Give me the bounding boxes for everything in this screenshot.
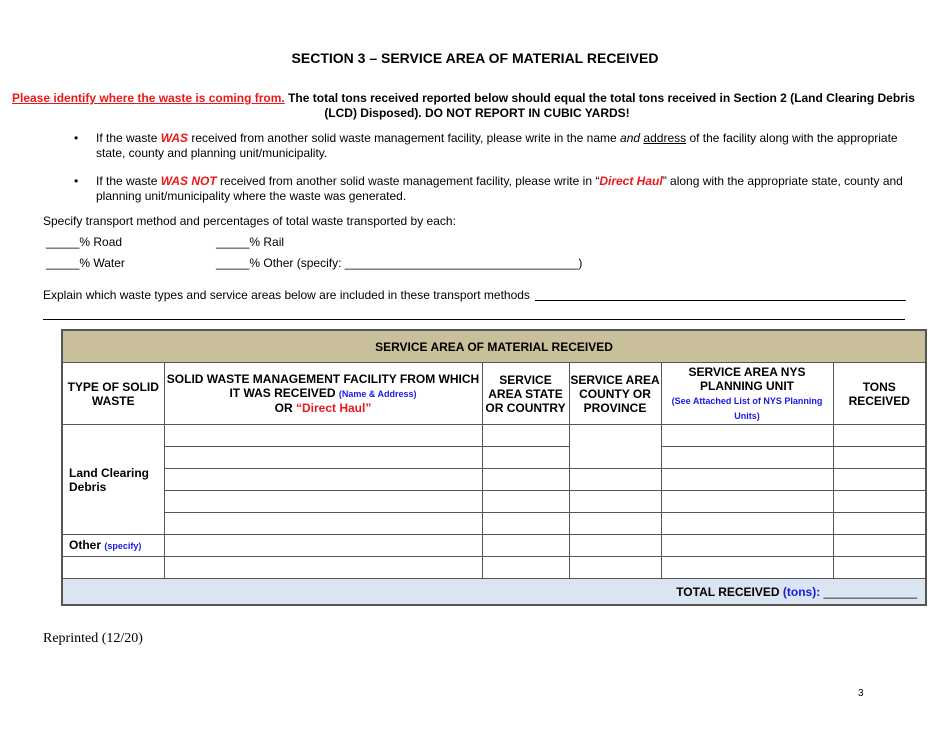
bullet-text: received from another solid waste management facility, please write in the name [188,131,621,145]
type-cell[interactable] [62,557,164,579]
planning-cell[interactable] [661,469,833,491]
col-header-county: SERVICE AREA COUNTY OR PROVINCE [569,363,661,425]
total-received-row [62,579,926,606]
other-label-cell [62,535,164,557]
table-row [62,535,926,557]
table-row [62,469,926,491]
facility-cell[interactable] [164,469,482,491]
total-unit: (tons): [782,584,821,599]
bullet-underlined: address [643,131,687,145]
state-cell[interactable] [482,491,569,513]
bullet-emphasis: WAS [160,131,189,145]
county-cell[interactable] [569,513,661,535]
bullet-direct-haul: Direct Haul [599,174,663,188]
tons-cell[interactable] [833,557,926,579]
table-row [62,491,926,513]
bullet-dot-icon: • [74,131,79,145]
facility-cell[interactable] [164,513,482,535]
col-header-type: TYPE OF SOLID WASTE [62,363,164,425]
tons-cell[interactable] [833,513,926,535]
page-number: 3 [858,688,864,699]
section-title: SECTION 3 – SERVICE AREA OF MATERIAL RECEIVED [291,50,659,66]
planning-cell[interactable] [661,535,833,557]
tons-cell[interactable] [833,425,926,447]
table-band-title: SERVICE AREA OF MATERIAL RECEIVED [62,330,926,363]
planning-cell[interactable] [661,513,833,535]
transport-prompt: Specify transport method and percentages of total waste transported by each: [43,214,456,228]
bullet-text: If the waste [96,131,161,145]
state-cell[interactable] [482,469,569,491]
state-cell[interactable] [482,535,569,557]
planning-cell[interactable] [661,425,833,447]
service-area-table [61,329,927,606]
transport-other-field[interactable]: _____% Other (specify: ___________________________________) [216,256,583,270]
county-cell[interactable] [569,535,661,557]
reprint-footer: Reprinted (12/20) [43,631,143,646]
bullet-emphasis: WAS NOT [160,174,217,188]
bullet-text: ” along with the appropriate state, county and planning unit/municipality where the waste was generated. [96,174,903,203]
facility-cell[interactable] [164,491,482,513]
tons-cell[interactable] [833,491,926,513]
transport-water-field[interactable]: _____% Water [46,256,125,270]
county-cell[interactable] [569,557,661,579]
planning-cell[interactable] [661,557,833,579]
facility-cell[interactable] [164,557,482,579]
table-row [62,447,926,469]
facility-header-or: OR [274,401,293,415]
transport-road-field[interactable]: _____% Road [46,235,123,249]
explain-line-2[interactable] [43,319,905,320]
bullet-text: of the facility along with the appropriate state, county and planning unit/municipality. [96,131,898,160]
col-header-planning [661,363,833,425]
other-label: Other [69,538,102,552]
total-input-line[interactable]: ______________ [823,584,917,599]
col-header-tons: TONS RECEIVED [833,363,926,425]
instructions [12,91,942,121]
bullet-text: If the waste [96,174,161,188]
bullet-dot-icon: • [74,174,79,188]
table-row [62,513,926,535]
facility-header-direct: “Direct Haul” [295,401,372,415]
bullet-italic: and [620,131,641,145]
county-cell[interactable] [569,425,661,469]
instructions-line1: The total tons received reported below should equal the total tons received in Section 2 (Land Clearing Debris [284,91,915,105]
facility-header-text: SOLID WASTE MANAGEMENT FACILITY FROM WHICH IT WAS RECEIVED [166,372,480,400]
other-note: (specify) [104,541,142,551]
facility-cell[interactable] [164,425,482,447]
planning-header-note: (See Attached List of NYS Planning Units) [671,395,823,421]
facility-cell[interactable] [164,535,482,557]
col-header-facility [164,363,482,425]
lcd-label: Land Clearing Debris [62,425,164,535]
explain-line-1[interactable] [535,300,906,301]
facility-header-note: (Name & Address) [338,389,417,399]
county-cell[interactable] [569,491,661,513]
col-header-state: SERVICE AREA STATE OR COUNTRY [482,363,569,425]
state-cell[interactable] [482,513,569,535]
explain-prompt: Explain which waste types and service areas below are included in these transport methods [43,288,530,302]
state-cell[interactable] [482,557,569,579]
tons-cell[interactable] [833,447,926,469]
tons-cell[interactable] [833,469,926,491]
table-row [62,425,926,447]
table-row [62,557,926,579]
planning-cell[interactable] [661,447,833,469]
planning-header-text: SERVICE AREA NYS PLANNING UNIT [688,364,806,393]
state-cell[interactable] [482,447,569,469]
county-cell[interactable] [569,469,661,491]
planning-cell[interactable] [661,491,833,513]
state-cell[interactable] [482,425,569,447]
instructions-line2: (LCD) Disposed). DO NOT REPORT IN CUBIC YARDS! [324,106,630,120]
total-label: TOTAL RECEIVED [676,584,780,599]
tons-cell[interactable] [833,535,926,557]
transport-rail-field[interactable]: _____% Rail [216,235,285,249]
facility-cell[interactable] [164,447,482,469]
instructions-lead: Please identify where the waste is coming from. [12,91,285,105]
bullet-text: received from another solid waste management facility, please write in “ [216,174,600,188]
